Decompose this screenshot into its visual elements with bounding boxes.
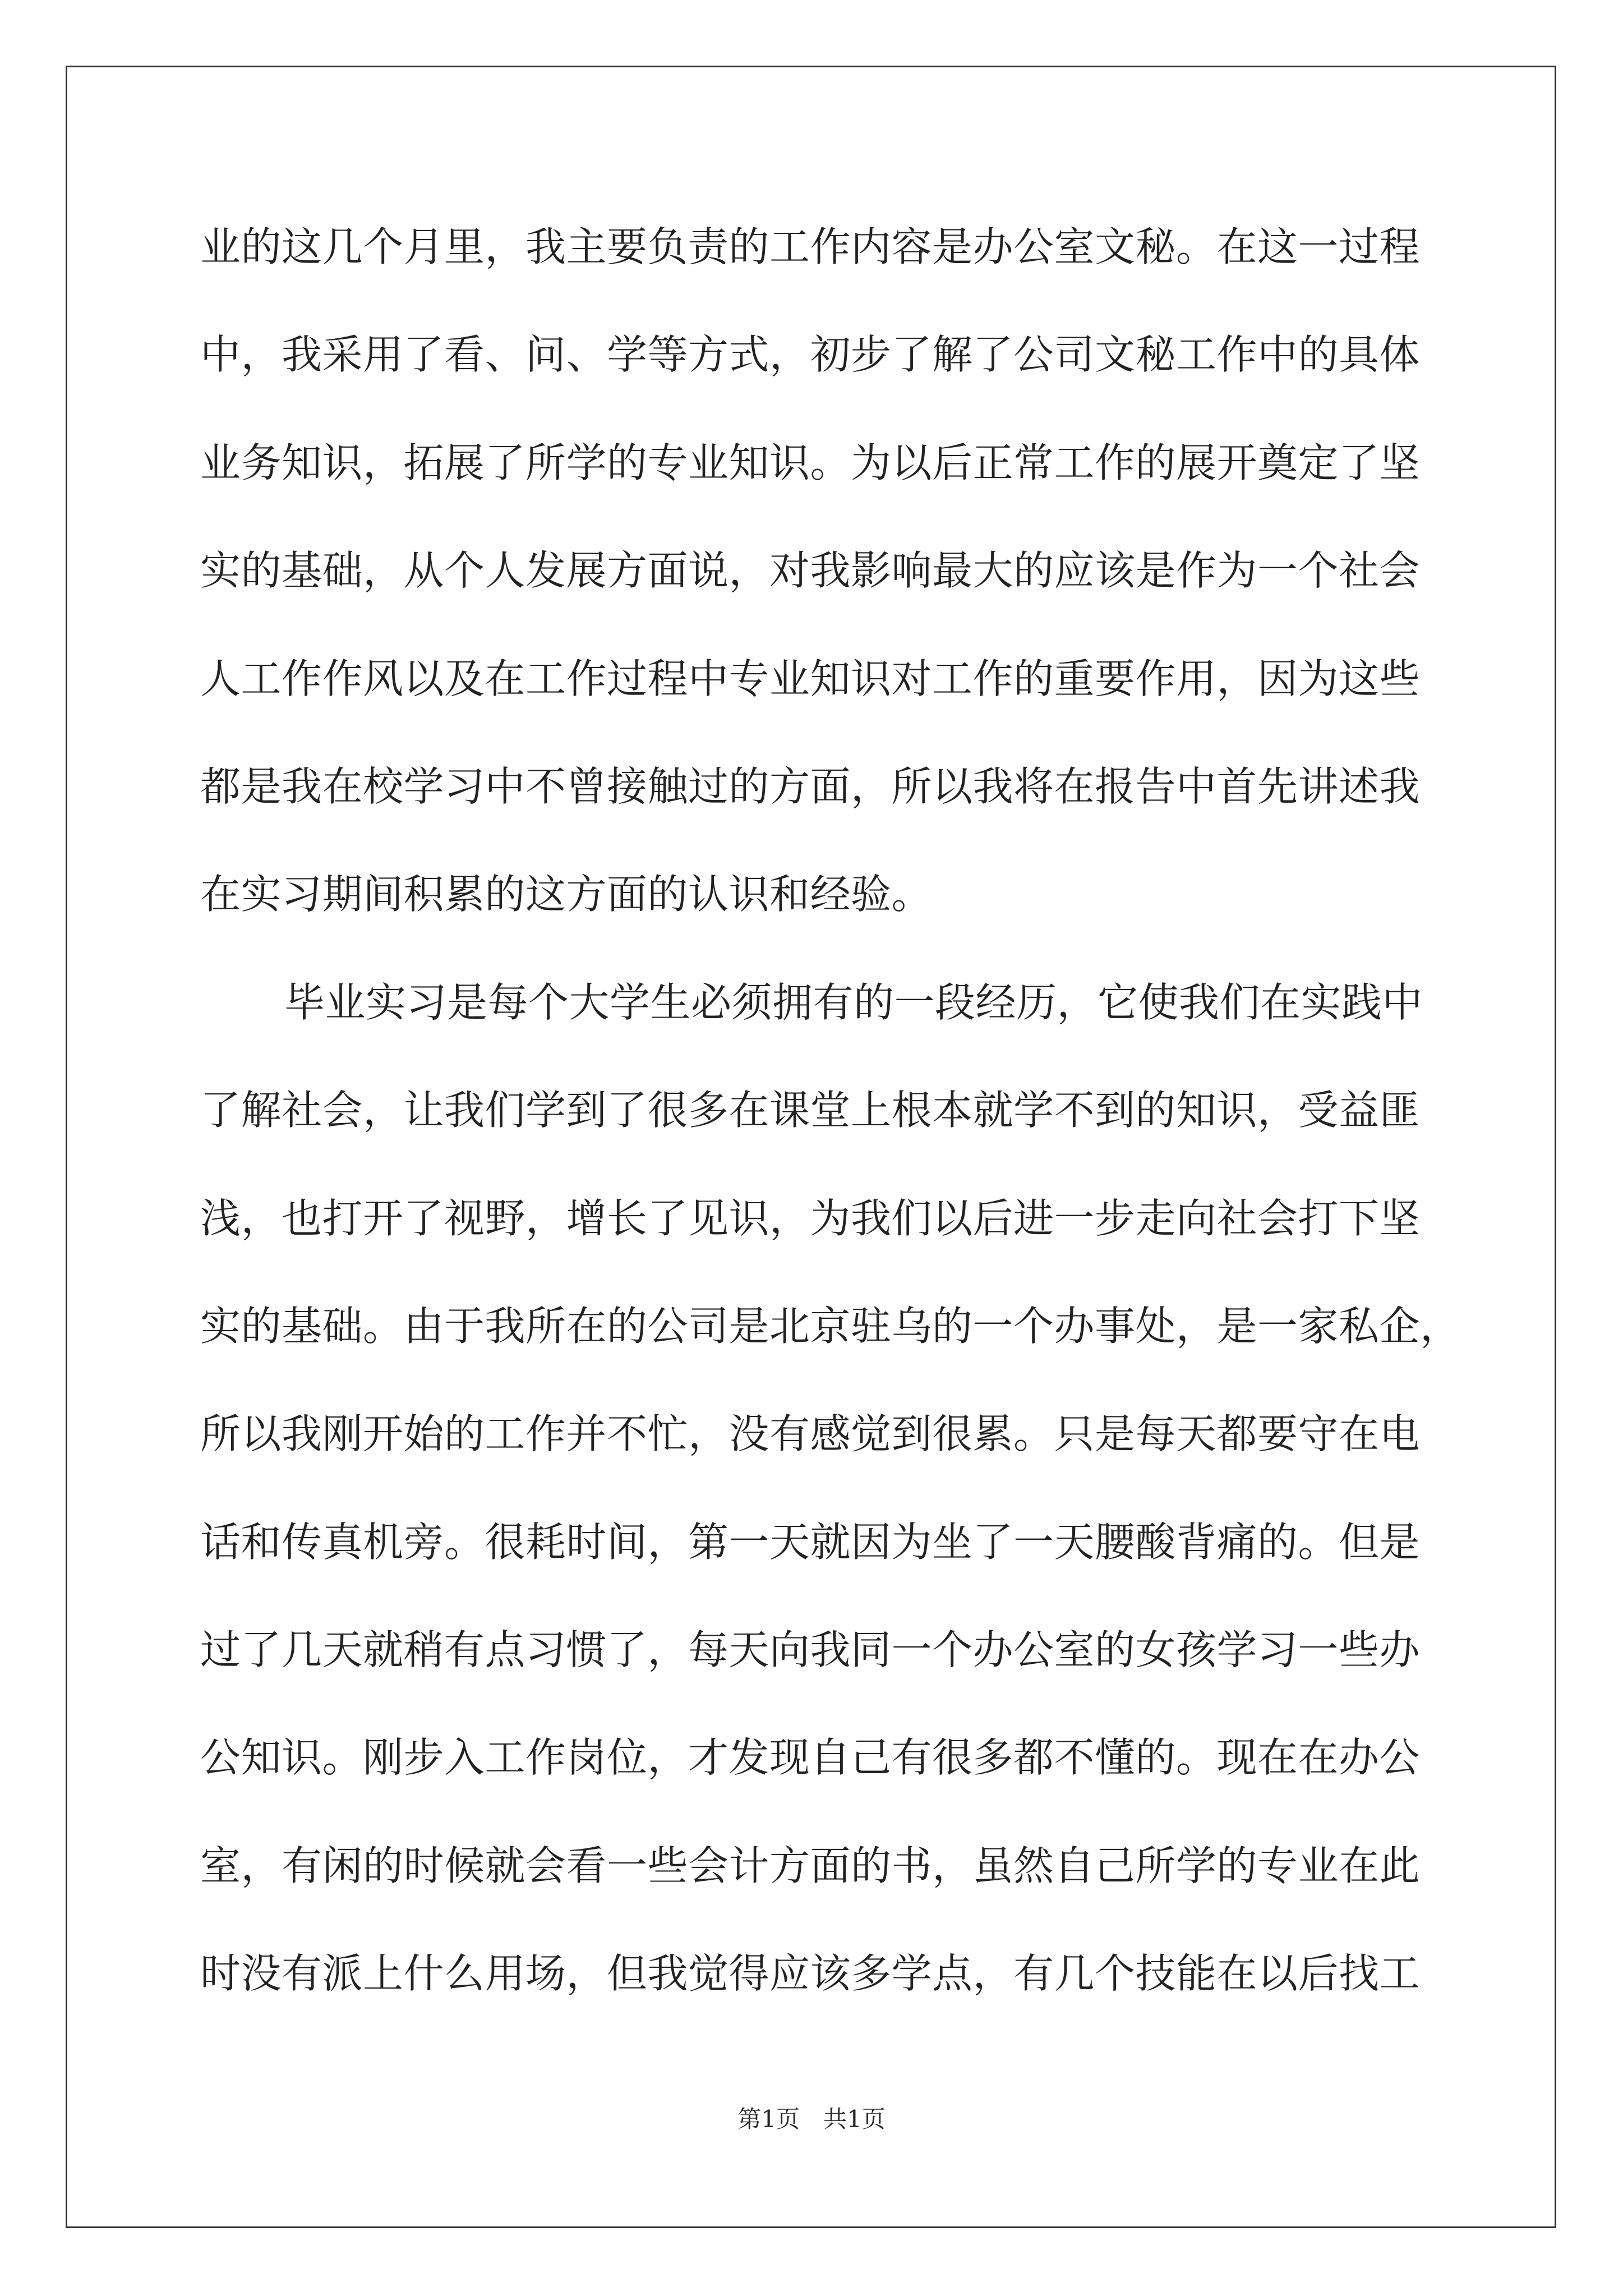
text-line: 业务知识，拓展了所学的专业知识。为以后正常工作的展开奠定了坚 (200, 439, 1421, 486)
document-body (200, 222, 1461, 2056)
text-line: 中，我采用了看、问、学等方式，初步了解了公司文秘工作中的具体 (200, 331, 1421, 379)
text-line: 在实习期间积累的这方面的认识和经验。 (200, 871, 933, 918)
text-line: 室，有闲的时候就会看一些会计方面的书，虽然自己所学的专业在此 (200, 1842, 1421, 1889)
text-line: 话和传真机旁。很耗时间，第一天就因为坐了一天腰酸背痛的。但是 (200, 1518, 1421, 1566)
text-line: 所以我刚开始的工作并不忙，没有感觉到很累。只是每天都要守在电 (200, 1410, 1421, 1458)
text-line: 公知识。刚步入工作岗位，才发现自己有很多都不懂的。现在在办公 (200, 1734, 1421, 1782)
text-line: 了解社会，让我们学到了很多在课堂上根本就学不到的知识，受益匪 (200, 1087, 1421, 1134)
text-line: 实的基础。由于我所在的公司是北京驻乌的一个办事处，是一家私企， (200, 1302, 1461, 1350)
text-line: 人工作作风以及在工作过程中专业知识对工作的重要作用，因为这些 (200, 655, 1421, 702)
text-line: 业的这几个月里，我主要负责的工作内容是办公室文秘。在这一过程 (200, 223, 1421, 270)
text-line: 过了几天就稍有点习惯了，每天向我同一个办公室的女孩学习一些办 (200, 1626, 1421, 1674)
text-line: 浅，也打开了视野，增长了见识，为我们以后进一步走向社会打下坚 (200, 1194, 1421, 1242)
text-line: 实的基础，从个人发展方面说，对我影响最大的应该是作为一个社会 (200, 547, 1421, 595)
page-number-footer: 第1页 共1页 (737, 2105, 886, 2133)
text-line: 时没有派上什么用场，但我觉得应该多学点，有几个技能在以后找工 (200, 1950, 1421, 1998)
paragraph-first-line: 毕业实习是每个大学生必须拥有的一段经历，它使我们在实践中 (284, 978, 1423, 1026)
text-line: 都是我在校学习中不曾接触过的方面，所以我将在报告中首先讲述我 (200, 762, 1421, 810)
